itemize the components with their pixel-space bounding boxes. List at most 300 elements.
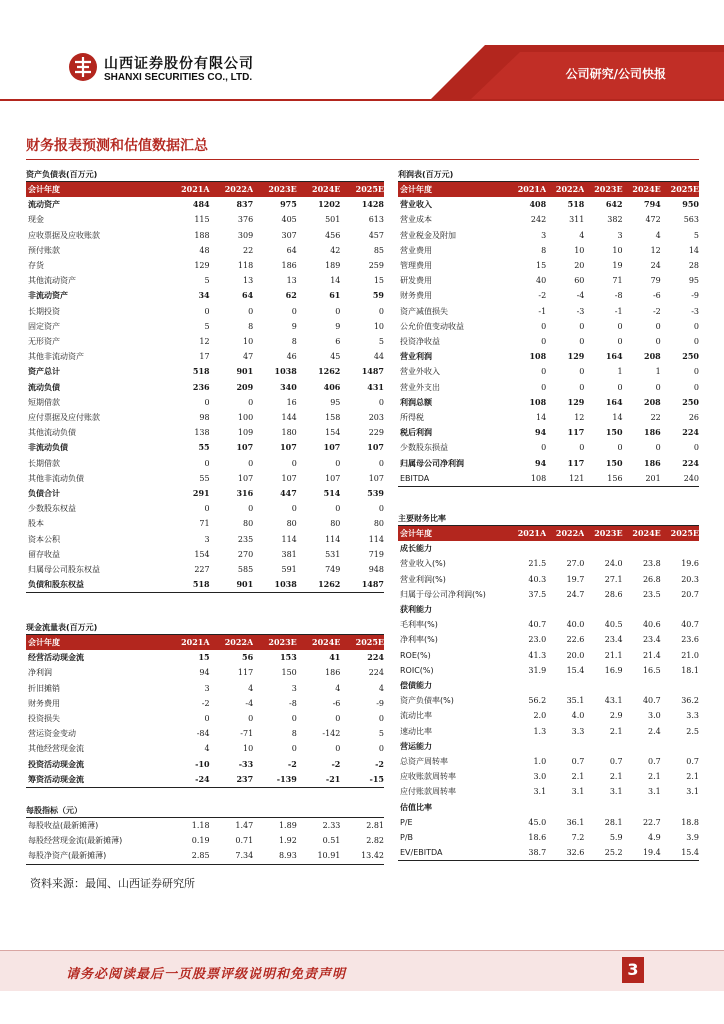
cell-value: 64 <box>242 290 254 301</box>
cell-value: 14 <box>536 413 547 423</box>
row-label: 无形资产 <box>28 337 60 347</box>
cell-value: 8 <box>541 245 547 255</box>
row-label: 其他非流动负债 <box>28 473 84 483</box>
cell-value: 25.2 <box>584 845 622 861</box>
cell-value: 8 <box>248 321 254 331</box>
cell-value: 613 <box>368 215 384 225</box>
row-label: 长期投资 <box>28 306 60 316</box>
year-header: 2021A <box>508 526 546 541</box>
cell-value: 10 <box>243 744 254 754</box>
cell-value: 0.71 <box>235 836 254 846</box>
cell-value: 13 <box>243 276 254 286</box>
cell-value: 431 <box>367 381 384 392</box>
cell-value: 4 <box>655 230 661 240</box>
cell-value: 0 <box>248 397 254 407</box>
table-row <box>398 380 699 395</box>
cell-value: -2 <box>652 306 661 316</box>
cell-value: 13.42 <box>340 848 384 864</box>
cell-value: 382 <box>607 215 623 225</box>
table-row <box>398 243 699 258</box>
cell-value <box>661 739 699 754</box>
cell-value: 539 <box>367 488 384 499</box>
income-statement-body <box>398 197 699 486</box>
cell-value: 10 <box>612 245 623 255</box>
cell-value: 307 <box>281 230 297 240</box>
cell-value: 107 <box>281 473 297 483</box>
cell-value: 38.7 <box>508 845 546 861</box>
table-row <box>398 784 699 799</box>
cell-value: 114 <box>281 534 297 544</box>
cell-value: 24 <box>650 261 661 271</box>
row-label: 资产减值损失 <box>400 306 448 316</box>
row-label: EV/EBITDA <box>398 845 508 861</box>
cell-value: 22 <box>650 413 661 423</box>
cell-value: 115 <box>194 215 210 225</box>
cell-value: 189 <box>325 261 341 271</box>
cell-value: 17 <box>199 352 210 362</box>
year-header: 2025E <box>661 526 699 541</box>
cell-value: 0.7 <box>686 757 699 767</box>
year-header: 2023E <box>253 182 297 197</box>
cell-value: 164 <box>605 396 623 407</box>
row-label: 固定资产 <box>28 321 60 331</box>
cell-value: 56.2 <box>528 696 547 706</box>
cell-value: 22.6 <box>566 635 585 645</box>
cell-value: 45.0 <box>528 817 547 827</box>
cell-value: 518 <box>567 199 585 210</box>
table-row <box>26 741 384 756</box>
cell-value: 2.33 <box>322 821 341 831</box>
row-label: 筹资活动现金流 <box>26 772 166 788</box>
header-divider <box>0 99 724 101</box>
row-label: 营运能力 <box>400 741 432 751</box>
table-row <box>398 769 699 784</box>
cell-value: 1428 <box>361 199 384 210</box>
row-label: 毛利率(%) <box>400 620 438 630</box>
cell-value: 43.1 <box>604 696 623 706</box>
table-row <box>26 456 384 471</box>
table-row <box>26 364 384 379</box>
cell-value: 40 <box>536 276 547 286</box>
cell-value: 224 <box>682 457 699 468</box>
cell-value: 0 <box>541 443 547 453</box>
cell-value: 20.0 <box>566 650 585 660</box>
cell-value: 9 <box>291 321 297 331</box>
per-share-table <box>26 818 384 865</box>
cell-value: 0 <box>579 443 585 453</box>
cell-value: 514 <box>323 488 341 499</box>
year-header: 2024E <box>623 526 661 541</box>
table-row <box>398 410 699 425</box>
balance-sheet-title: 资产负债表(百万元) <box>26 167 384 182</box>
cell-value: 114 <box>325 534 341 544</box>
cell-value: 250 <box>682 396 699 407</box>
cell-value: 10 <box>243 337 254 347</box>
year-header: 2023E <box>584 526 622 541</box>
row-label: 少数股东损益 <box>400 443 448 453</box>
cell-value: 31.9 <box>528 665 547 675</box>
cell-value: 237 <box>210 772 254 788</box>
row-label: 非流动负债 <box>28 443 68 453</box>
table-row <box>398 334 699 349</box>
cell-value: 12 <box>650 245 661 255</box>
cell-value: 0 <box>693 337 699 347</box>
cell-value <box>546 602 584 617</box>
report-type: 公司研究/公司快报 <box>565 67 666 81</box>
cell-value: -4 <box>245 698 254 708</box>
cell-value: 0.19 <box>191 836 210 846</box>
cell-value: 80 <box>286 519 297 529</box>
cell-value: -2 <box>375 758 384 769</box>
cell-value <box>661 800 699 815</box>
table-row <box>26 380 384 395</box>
cell-value: 1.18 <box>191 821 210 831</box>
table-row <box>26 818 384 833</box>
row-label: 速动比率 <box>400 726 432 736</box>
table-row <box>398 541 699 556</box>
cell-value: 0 <box>291 714 297 724</box>
year-header: 2022A <box>210 182 254 197</box>
cell-value: 1.0 <box>533 757 547 767</box>
cell-value: 0.7 <box>609 757 623 767</box>
row-label: 资产负债率(%) <box>400 696 454 706</box>
row-label: 营业收入 <box>400 200 432 210</box>
cell-value: 42 <box>330 245 341 255</box>
cell-value: 44 <box>373 352 384 362</box>
section-title: 财务报表预测和估值数据汇总 <box>26 138 208 154</box>
row-label: 归属母公司股东权益 <box>28 565 100 575</box>
year-header: 2022A <box>210 635 254 650</box>
cell-value: 98 <box>199 413 210 423</box>
cell-value: 0 <box>204 397 210 407</box>
cell-value: 23.4 <box>604 635 623 645</box>
cell-value: 154 <box>194 549 210 559</box>
cell-value: 85 <box>373 245 384 255</box>
cell-value: 41 <box>329 652 341 663</box>
cell-value: 201 <box>623 471 661 487</box>
cell-value: 7.2 <box>571 833 585 843</box>
cell-value: 227 <box>194 565 210 575</box>
row-label: 成长能力 <box>400 544 432 554</box>
cell-value: 21.1 <box>604 650 623 660</box>
cell-value: 19.6 <box>681 559 699 569</box>
cell-value: 19.4 <box>623 845 661 861</box>
cell-value: 203 <box>368 413 384 423</box>
left-column <box>26 167 384 593</box>
table-row <box>398 845 699 861</box>
cell-value: 1262 <box>297 577 341 593</box>
table-row <box>398 197 699 212</box>
table-row <box>26 471 384 486</box>
ratios-header-row <box>398 526 699 541</box>
row-label: 流动负债 <box>28 382 60 392</box>
cell-value: 0 <box>617 382 623 392</box>
cell-value: -2 <box>538 291 547 301</box>
cell-value: 0 <box>655 337 661 347</box>
table-row <box>26 577 384 593</box>
cell-value: 26.8 <box>642 574 661 584</box>
table-row <box>398 617 699 632</box>
cell-value <box>623 602 661 617</box>
income-header-row <box>398 182 699 197</box>
table-row <box>398 556 699 571</box>
cell-value: 107 <box>367 442 384 453</box>
row-label: 长期借款 <box>28 458 60 468</box>
cell-value: 47 <box>243 352 254 362</box>
cell-value: 0 <box>335 458 341 468</box>
row-label: 股本 <box>28 519 44 529</box>
row-label: 投资净收益 <box>400 337 440 347</box>
cell-value: 0 <box>204 504 210 514</box>
cell-value: 950 <box>682 199 699 210</box>
cell-value: 405 <box>281 215 297 225</box>
year-header: 2021A <box>166 182 210 197</box>
table-row <box>26 197 384 212</box>
cash-flow-table <box>26 635 384 788</box>
cell-value: 1262 <box>318 366 341 377</box>
cell-value: 60 <box>574 276 585 286</box>
cell-value: 20.7 <box>681 589 699 599</box>
cell-value: 18.6 <box>528 833 547 843</box>
cell-value: 0 <box>204 458 210 468</box>
cell-value: 16 <box>286 397 297 407</box>
cell-value: 794 <box>644 199 661 210</box>
cell-value: 2.5 <box>686 726 699 736</box>
row-label: 利润总额 <box>400 397 432 407</box>
table-row <box>398 708 699 723</box>
table-row <box>26 319 384 334</box>
cell-value: 5.9 <box>609 833 623 843</box>
year-header: 2023E <box>584 182 622 197</box>
cell-value <box>584 541 622 556</box>
table-row <box>26 562 384 577</box>
cell-value: 40.7 <box>528 620 547 630</box>
cell-value: -6 <box>652 291 661 301</box>
cell-value: 12 <box>574 413 585 423</box>
cell-value: 3 <box>291 683 297 693</box>
cell-value: 0 <box>617 337 623 347</box>
row-label: 经营活动现金流 <box>28 653 84 663</box>
cell-value: 2.82 <box>366 836 384 846</box>
row-label: 公允价值变动收益 <box>400 321 464 331</box>
table-row <box>398 572 699 587</box>
cell-value: 23.5 <box>642 589 661 599</box>
cell-value: 406 <box>323 381 341 392</box>
cell-value: 3.9 <box>686 833 699 843</box>
row-label: 每股收益(最新摊薄) <box>28 821 99 831</box>
cell-value: 2.1 <box>571 772 585 782</box>
cell-value: 1202 <box>318 199 341 210</box>
cell-value: 0 <box>378 458 384 468</box>
cell-value: 4 <box>579 230 585 240</box>
cell-value: 80 <box>373 519 384 529</box>
section-rule <box>26 159 699 160</box>
cell-value: -10 <box>195 758 210 769</box>
cash-flow-block <box>26 620 384 865</box>
table-row <box>398 319 699 334</box>
row-label: 归属母公司净利润 <box>400 458 464 468</box>
cell-value: 40.7 <box>642 696 661 706</box>
cell-value: 5 <box>204 276 210 286</box>
year-header: 2021A <box>166 635 210 650</box>
cell-value: 1.3 <box>533 726 547 736</box>
cell-value: 2.1 <box>609 772 623 782</box>
table-row <box>26 228 384 243</box>
row-label: 投资活动现金流 <box>28 759 84 769</box>
cell-value: 2.81 <box>366 821 384 831</box>
cell-value: 3.1 <box>609 787 623 797</box>
cell-value: 0 <box>617 443 623 453</box>
table-row <box>26 665 384 680</box>
cell-value: 117 <box>567 457 585 468</box>
cell-value: 4 <box>378 683 384 693</box>
header-label: 会计年度 <box>26 182 166 197</box>
table-row <box>26 440 384 455</box>
cell-value: 3 <box>204 534 210 544</box>
cell-value: 749 <box>325 565 341 575</box>
cell-value: 0.51 <box>322 836 341 846</box>
cell-value: 108 <box>529 351 547 362</box>
cell-value: 3.1 <box>686 787 699 797</box>
cell-value: 901 <box>236 366 254 377</box>
table-row <box>26 304 384 319</box>
cell-value: 0 <box>655 321 661 331</box>
table-row <box>398 648 699 663</box>
cell-value: 0 <box>655 382 661 392</box>
cell-value: 100 <box>237 413 254 423</box>
table-row <box>26 425 384 440</box>
cell-value: 19.7 <box>566 574 585 584</box>
table-row <box>26 516 384 531</box>
cell-value: 109 <box>237 428 254 438</box>
table-row <box>398 304 699 319</box>
cell-value: 21.4 <box>642 650 661 660</box>
cell-value: -21 <box>297 772 341 788</box>
row-label: 管理费用 <box>400 261 432 271</box>
table-row <box>26 395 384 410</box>
cell-value <box>508 602 546 617</box>
cell-value: 10 <box>373 321 384 331</box>
cell-value: 242 <box>530 215 547 225</box>
cell-value: 59 <box>372 290 384 301</box>
header-band <box>0 0 724 100</box>
cell-value: 0 <box>291 306 297 316</box>
cell-value: 150 <box>605 457 623 468</box>
cell-value: 1487 <box>340 577 384 593</box>
cell-value: 21.5 <box>528 559 547 569</box>
row-label: 应收票据及应收账款 <box>28 230 100 240</box>
cell-value <box>623 739 661 754</box>
row-label: P/E <box>400 817 413 827</box>
cell-value: 2.4 <box>648 726 661 736</box>
cell-value: 48 <box>199 245 210 255</box>
cell-value: 15 <box>373 276 384 286</box>
row-label: 财务费用 <box>400 291 432 301</box>
cell-value: 23.0 <box>528 635 547 645</box>
balance-sheet-table <box>26 182 384 593</box>
cell-value: -24 <box>166 772 210 788</box>
cell-value: 0 <box>204 306 210 316</box>
table-row <box>26 532 384 547</box>
table-row <box>398 349 699 364</box>
cell-value <box>546 739 584 754</box>
row-label: 其他流动资产 <box>28 276 76 286</box>
table-row <box>398 724 699 739</box>
row-label: 估值比率 <box>400 802 432 812</box>
company-logo-icon <box>68 52 98 82</box>
cell-value: -2 <box>201 698 210 708</box>
table-row <box>398 632 699 647</box>
row-label: 流动资产 <box>28 200 60 210</box>
cell-value: 40.0 <box>566 620 585 630</box>
cell-value: 2.1 <box>648 772 661 782</box>
cell-value: 408 <box>529 199 547 210</box>
cell-value: 1 <box>655 367 661 377</box>
cell-value: 15 <box>198 652 210 663</box>
table-row <box>398 754 699 769</box>
cell-value: 22.7 <box>642 817 661 827</box>
cell-value: 23.6 <box>681 635 699 645</box>
cell-value: 1.92 <box>278 836 297 846</box>
year-header: 2024E <box>297 635 341 650</box>
cell-value: 14 <box>330 276 341 286</box>
footer-disclaimer[interactable]: 请务必阅读最后一页股票评级说明和免责声明 <box>66 967 347 982</box>
cell-value: 224 <box>682 427 699 438</box>
row-label: 投资损失 <box>28 714 60 724</box>
cell-value: 71 <box>612 276 623 286</box>
cell-value: 376 <box>237 215 254 225</box>
cell-value: 0 <box>378 504 384 514</box>
cell-value: 3.1 <box>533 787 547 797</box>
table-row <box>26 772 384 788</box>
table-row <box>26 726 384 741</box>
cell-value: 10 <box>574 245 585 255</box>
row-label: P/B <box>400 833 414 843</box>
cell-value: 270 <box>237 549 254 559</box>
cell-value: 9 <box>335 321 341 331</box>
cell-value: -3 <box>576 306 585 316</box>
cell-value: 457 <box>368 230 384 240</box>
row-label: 营业收入(%) <box>400 559 446 569</box>
table-row <box>398 815 699 830</box>
cell-value: 208 <box>644 396 661 407</box>
table-row <box>26 681 384 696</box>
cell-value: 0 <box>541 382 547 392</box>
cell-value: 16.9 <box>604 665 623 675</box>
cell-value <box>623 800 661 815</box>
cell-value <box>584 678 622 693</box>
row-label: 应付账款周转率 <box>400 787 456 797</box>
page-number: 3 <box>622 957 644 983</box>
cell-value: 8 <box>291 337 297 347</box>
cell-value: 107 <box>325 473 341 483</box>
year-header: 2022A <box>546 526 584 541</box>
cell-value: -2 <box>331 758 341 769</box>
cell-value: 154 <box>325 428 341 438</box>
cell-value: 80 <box>330 519 341 529</box>
cell-value: 1038 <box>253 577 297 593</box>
cell-value: 1038 <box>274 366 297 377</box>
cell-value: -6 <box>332 698 341 708</box>
income-statement-table <box>398 182 699 487</box>
cell-value: 144 <box>281 413 297 423</box>
cell-value <box>661 541 699 556</box>
row-label: 每股净资产(最新摊薄) <box>26 848 166 864</box>
cell-value: 0 <box>335 306 341 316</box>
row-label: 应收账款周转率 <box>400 772 456 782</box>
cell-value: 37.5 <box>528 589 547 599</box>
cell-value: 18.1 <box>681 665 699 675</box>
